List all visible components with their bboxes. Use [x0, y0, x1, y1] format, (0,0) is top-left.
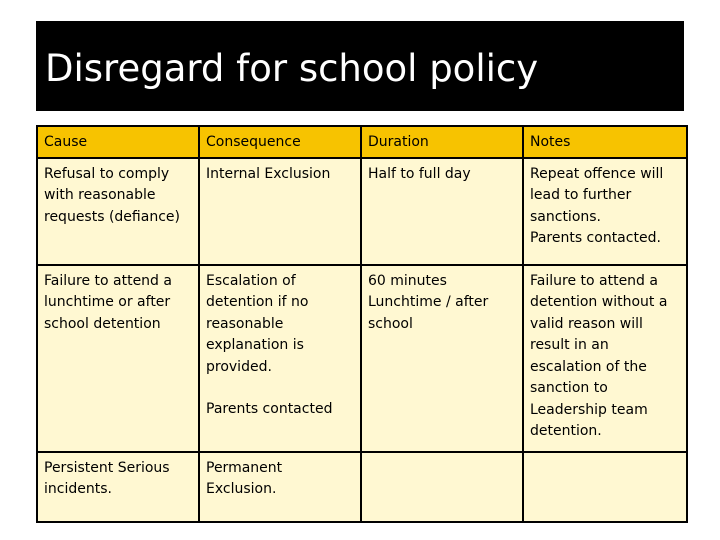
duration-line: 60 minutes	[368, 272, 447, 289]
cell-cause: Persistent Serious incidents.	[37, 452, 199, 523]
notes-line: Parents contacted.	[530, 230, 661, 246]
table-row	[37, 452, 687, 523]
notes-line: Repeat offence will lead to further sanctions.	[530, 165, 664, 225]
table-row	[37, 158, 687, 265]
header-consequence: Consequence	[199, 126, 361, 158]
cell-consequence	[199, 265, 361, 452]
cell-duration: Half to full day	[361, 158, 523, 265]
consequence-line: Parents contacted	[206, 401, 333, 417]
cell-duration	[361, 452, 523, 523]
cell-notes	[523, 452, 687, 523]
duration-line: Lunchtime / after school	[368, 294, 489, 332]
slide-title: Disregard for school policy	[45, 47, 539, 90]
header-duration: Duration	[361, 126, 523, 158]
cell-notes: Failure to attend a detention without a valid reason will result in an escalation of the sanction to Leadership team detention.	[523, 265, 687, 452]
cell-consequence: Permanent Exclusion.	[199, 452, 361, 523]
cell-notes	[523, 158, 687, 265]
header-cause: Cause	[37, 126, 199, 158]
table-row	[37, 265, 687, 452]
consequence-line: Escalation of detention if no reasonable explanation is provided.	[206, 272, 309, 375]
title-bar	[36, 21, 684, 111]
cell-cause: Refusal to comply with reasonable requests (defiance)	[37, 158, 199, 265]
cell-consequence: Internal Exclusion	[199, 158, 361, 265]
header-notes: Notes	[523, 126, 687, 158]
spacer	[206, 378, 354, 399]
policy-table	[36, 125, 688, 523]
cell-duration	[361, 265, 523, 452]
table-header-row	[37, 126, 687, 158]
cell-cause: Failure to attend a lunchtime or after school detention	[37, 265, 199, 452]
